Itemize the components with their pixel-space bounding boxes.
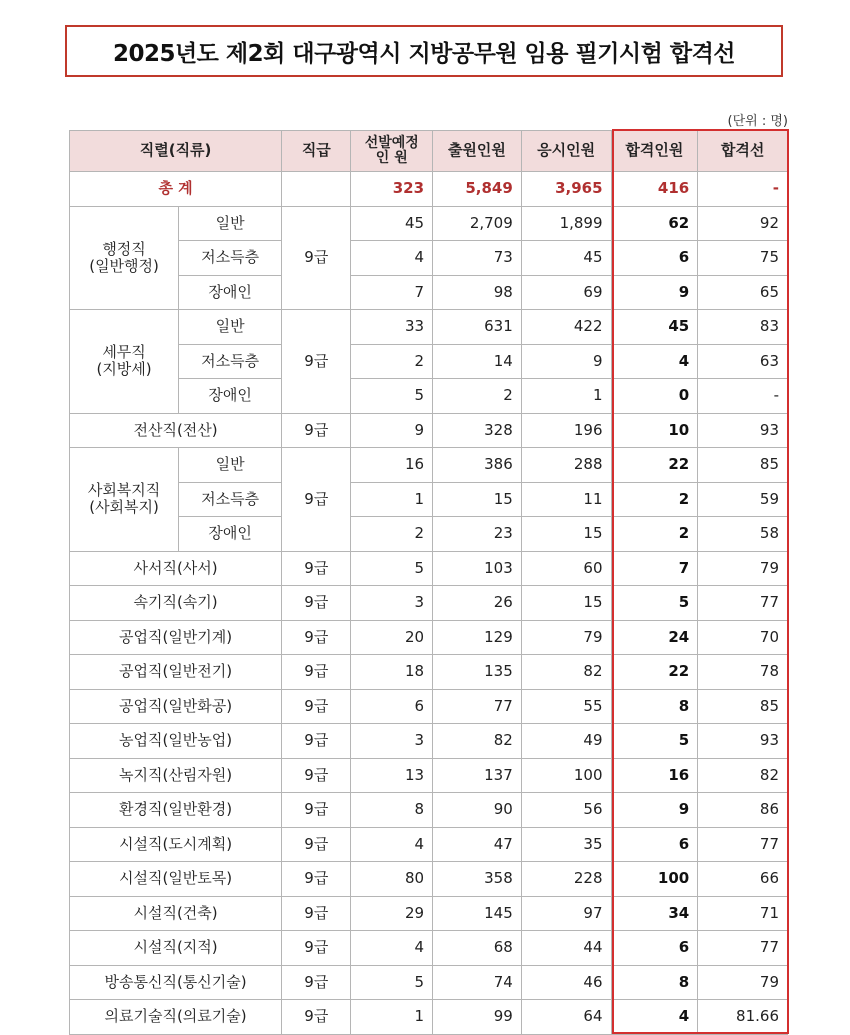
applied-cell: 2,709 [433,206,522,241]
grade-cell: 9급 [282,689,351,724]
passed-cell: 22 [611,655,698,690]
unit-label: (단위 : 명) [727,114,788,129]
tested-cell: 15 [521,586,611,621]
table-row [70,413,788,448]
header-row [70,131,788,172]
tested-cell: 15 [521,517,611,552]
applied-cell: 137 [433,758,522,793]
job-name: 환경직(일반환경) [70,793,282,828]
sub-type: 일반 [179,310,282,345]
applied-cell: 90 [433,793,522,828]
total-planned: 323 [351,172,433,207]
grade-cell: 9급 [282,724,351,759]
group-name-welfare: 사회복지직 (사회복지) [70,448,179,552]
grade-cell: 9급 [282,1000,351,1035]
tested-cell: 79 [521,620,611,655]
tested-cell: 55 [521,689,611,724]
cutoff-cell: 82 [698,758,788,793]
passed-cell: 5 [611,586,698,621]
planned-cell: 3 [351,724,433,759]
tested-cell: 56 [521,793,611,828]
applied-cell: 82 [433,724,522,759]
table-row [70,310,788,345]
cutoff-cell: 59 [698,482,788,517]
tested-cell: 288 [521,448,611,483]
tested-cell: 69 [521,275,611,310]
total-cutoff: - [698,172,788,207]
passed-cell: 6 [611,931,698,966]
passed-cell: 10 [611,413,698,448]
planned-cell: 45 [351,206,433,241]
tested-cell: 45 [521,241,611,276]
passed-cell: 0 [611,379,698,414]
applied-cell: 73 [433,241,522,276]
passed-cell: 45 [611,310,698,345]
cutoff-cell: 71 [698,896,788,931]
header-passed: 합격인원 [611,131,698,172]
page-title: 2025년도 제2회 대구광역시 지방공무원 임용 필기시험 합격선 [65,25,783,77]
group-name-tax: 세무직 (지방세) [70,310,179,414]
group-grade: 9급 [282,310,351,414]
grade-cell: 9급 [282,965,351,1000]
passed-cell: 6 [611,827,698,862]
job-name: 시설직(도시계획) [70,827,282,862]
applied-cell: 135 [433,655,522,690]
tested-cell: 82 [521,655,611,690]
group-name-admin: 행정직 (일반행정) [70,206,179,310]
table-row [70,206,788,241]
applied-cell: 23 [433,517,522,552]
sub-type: 장애인 [179,517,282,552]
job-name: 시설직(건축) [70,896,282,931]
table-row [70,448,788,483]
applied-cell: 129 [433,620,522,655]
planned-cell: 5 [351,965,433,1000]
cutoff-cell: 85 [698,448,788,483]
total-row [70,172,788,207]
table-row [70,827,788,862]
passed-cell: 62 [611,206,698,241]
applied-cell: 47 [433,827,522,862]
job-name: 시설직(지적) [70,931,282,966]
tested-cell: 35 [521,827,611,862]
planned-cell: 8 [351,793,433,828]
table-row [70,551,788,586]
table-row [70,862,788,897]
cutoff-cell: 77 [698,827,788,862]
passed-cell: 8 [611,965,698,1000]
job-name: 공업직(일반화공) [70,689,282,724]
cutoff-cell: 58 [698,517,788,552]
grade-cell: 9급 [282,413,351,448]
grade-cell: 9급 [282,862,351,897]
cutoff-cell: 93 [698,724,788,759]
passed-cell: 5 [611,724,698,759]
sub-type: 장애인 [179,379,282,414]
tested-cell: 60 [521,551,611,586]
applied-cell: 386 [433,448,522,483]
planned-cell: 4 [351,827,433,862]
grade-cell: 9급 [282,896,351,931]
cutoff-cell: 83 [698,310,788,345]
passed-cell: 2 [611,517,698,552]
total-tested: 3,965 [521,172,611,207]
grade-cell: 9급 [282,758,351,793]
job-name: 사서직(사서) [70,551,282,586]
passed-cell: 4 [611,1000,698,1035]
cutoff-cell: 81.66 [698,1000,788,1035]
applied-cell: 2 [433,379,522,414]
cutoff-cell: 77 [698,586,788,621]
planned-cell: 80 [351,862,433,897]
job-name: 전산직(전산) [70,413,282,448]
cutoff-cell: 65 [698,275,788,310]
cutoff-cell: 77 [698,931,788,966]
header-cutoff: 합격선 [698,131,788,172]
planned-cell: 5 [351,551,433,586]
planned-cell: 33 [351,310,433,345]
grade-cell: 9급 [282,620,351,655]
job-name: 공업직(일반전기) [70,655,282,690]
tested-cell: 44 [521,931,611,966]
cutoff-cell: 92 [698,206,788,241]
tested-cell: 49 [521,724,611,759]
table-row [70,965,788,1000]
job-name: 시설직(일반토목) [70,862,282,897]
applied-cell: 77 [433,689,522,724]
header-tested: 응시인원 [521,131,611,172]
header-grade: 직급 [282,131,351,172]
passed-cell: 34 [611,896,698,931]
job-name: 농업직(일반농업) [70,724,282,759]
planned-cell: 4 [351,931,433,966]
tested-cell: 100 [521,758,611,793]
tested-cell: 11 [521,482,611,517]
grade-cell: 9급 [282,551,351,586]
planned-cell: 3 [351,586,433,621]
planned-cell: 7 [351,275,433,310]
cutoff-cell: 63 [698,344,788,379]
applied-cell: 328 [433,413,522,448]
passed-cell: 9 [611,793,698,828]
table-row [70,655,788,690]
applied-cell: 99 [433,1000,522,1035]
passed-cell: 7 [611,551,698,586]
planned-cell: 6 [351,689,433,724]
header-job: 직렬(직류) [70,131,282,172]
applied-cell: 103 [433,551,522,586]
results-table [69,130,788,1035]
header-planned: 선발예정 인 원 [351,131,433,172]
tested-cell: 1 [521,379,611,414]
applied-cell: 98 [433,275,522,310]
total-grade [282,172,351,207]
grade-cell: 9급 [282,931,351,966]
passed-cell: 6 [611,241,698,276]
tested-cell: 9 [521,344,611,379]
tested-cell: 228 [521,862,611,897]
planned-cell: 13 [351,758,433,793]
header-applied: 출원인원 [433,131,522,172]
applied-cell: 14 [433,344,522,379]
applied-cell: 358 [433,862,522,897]
job-name: 방송통신직(통신기술) [70,965,282,1000]
passed-cell: 8 [611,689,698,724]
table-row [70,896,788,931]
passed-cell: 2 [611,482,698,517]
grade-cell: 9급 [282,586,351,621]
table-row [70,724,788,759]
applied-cell: 631 [433,310,522,345]
passed-cell: 16 [611,758,698,793]
planned-cell: 16 [351,448,433,483]
planned-cell: 29 [351,896,433,931]
cutoff-cell: 66 [698,862,788,897]
sub-type: 일반 [179,448,282,483]
planned-cell: 9 [351,413,433,448]
applied-cell: 68 [433,931,522,966]
planned-cell: 5 [351,379,433,414]
grade-cell: 9급 [282,793,351,828]
tested-cell: 97 [521,896,611,931]
sub-type: 저소득층 [179,241,282,276]
passed-cell: 4 [611,344,698,379]
job-name: 속기직(속기) [70,586,282,621]
tested-cell: 1,899 [521,206,611,241]
job-name: 의료기술직(의료기술) [70,1000,282,1035]
table-row [70,758,788,793]
planned-cell: 1 [351,1000,433,1035]
tested-cell: 196 [521,413,611,448]
cutoff-cell: 70 [698,620,788,655]
sub-type: 장애인 [179,275,282,310]
grade-cell: 9급 [282,655,351,690]
passed-cell: 24 [611,620,698,655]
applied-cell: 15 [433,482,522,517]
table-row [70,689,788,724]
grade-cell: 9급 [282,827,351,862]
total-label: 총 계 [70,172,282,207]
cutoff-cell: 85 [698,689,788,724]
table-row [70,620,788,655]
tested-cell: 46 [521,965,611,1000]
cutoff-cell: 79 [698,965,788,1000]
cutoff-cell: 78 [698,655,788,690]
cutoff-cell: 79 [698,551,788,586]
passed-cell: 22 [611,448,698,483]
applied-cell: 74 [433,965,522,1000]
job-name: 녹지직(산림자원) [70,758,282,793]
sub-type: 일반 [179,206,282,241]
applied-cell: 145 [433,896,522,931]
applied-cell: 26 [433,586,522,621]
planned-cell: 20 [351,620,433,655]
tested-cell: 422 [521,310,611,345]
planned-cell: 1 [351,482,433,517]
table-row [70,793,788,828]
planned-cell: 2 [351,344,433,379]
table-row [70,1000,788,1035]
job-name: 공업직(일반기계) [70,620,282,655]
total-applied: 5,849 [433,172,522,207]
planned-cell: 18 [351,655,433,690]
table-row [70,931,788,966]
planned-cell: 4 [351,241,433,276]
group-grade: 9급 [282,206,351,310]
sub-type: 저소득층 [179,344,282,379]
table-row [70,586,788,621]
group-grade: 9급 [282,448,351,552]
passed-cell: 100 [611,862,698,897]
sub-type: 저소득층 [179,482,282,517]
passed-cell: 9 [611,275,698,310]
total-passed: 416 [611,172,698,207]
cutoff-cell: - [698,379,788,414]
cutoff-cell: 75 [698,241,788,276]
planned-cell: 2 [351,517,433,552]
tested-cell: 64 [521,1000,611,1035]
cutoff-cell: 86 [698,793,788,828]
cutoff-cell: 93 [698,413,788,448]
